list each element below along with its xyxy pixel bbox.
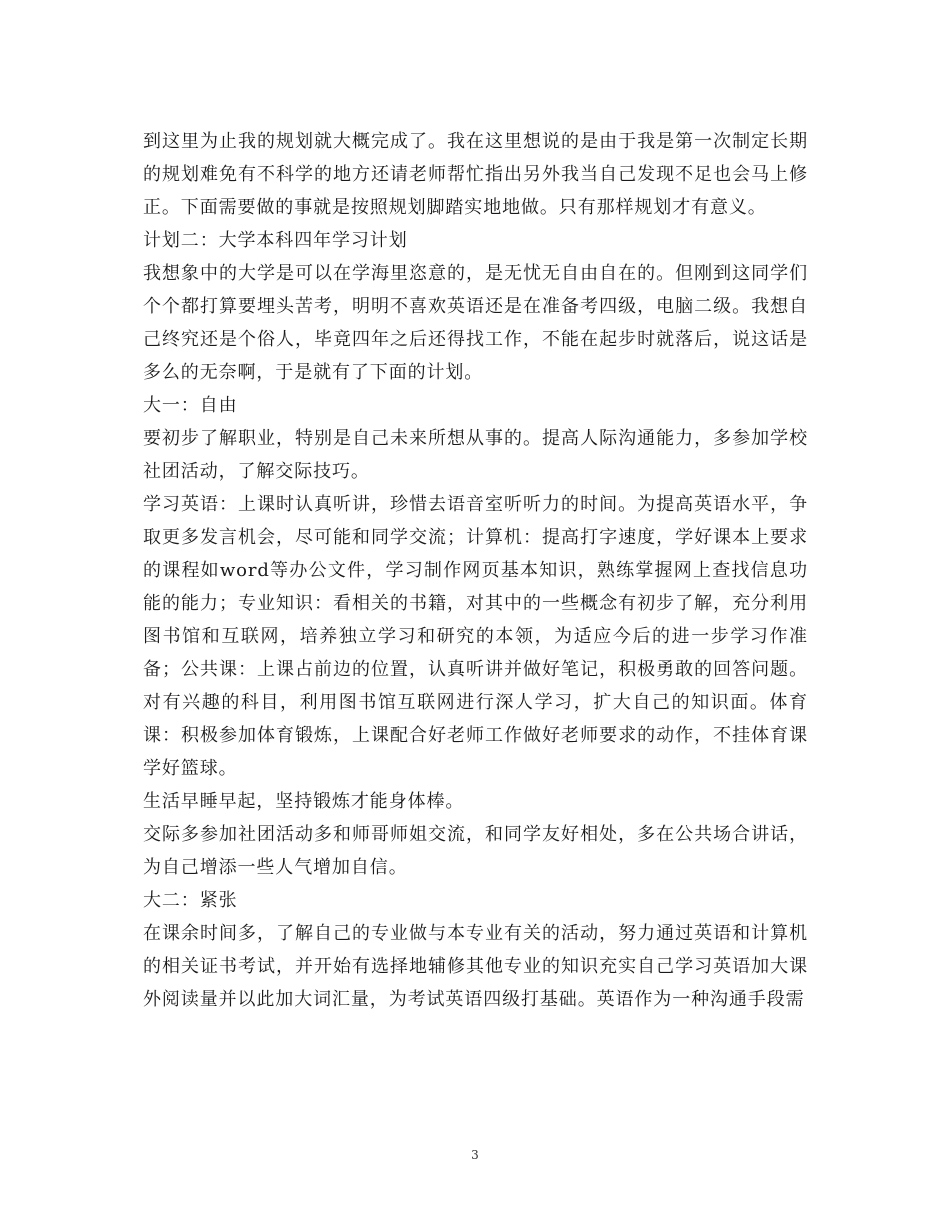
paragraph-sophomore-plan: 在课余时间多，了解自己的专业做与本专业有关的活动，努力通过英语和计算机的相关证书考试，并开始有选择地辅修其他专业的知识充实自己学习英语加大课外阅读量并以此加大词汇量，为考试英语四级打基础。英语作为一种沟通手段需 [143, 923, 808, 1010]
heading-freshman-year: 大一：自由 [143, 395, 238, 416]
page-number: 3 [471, 1148, 479, 1162]
heading-plan-two: 计划二：大学本科四年学习计划 [143, 230, 408, 251]
page-body [143, 125, 808, 1016]
paragraph-life: 生活早睡早起，坚持锻炼才能身体棒。 [143, 791, 465, 812]
paragraph-career: 要初步了解职业，特别是自己未来所想从事的。提高人际沟通能力，多参加学校社团活动，了解交际技巧。 [143, 428, 808, 482]
paragraph-study-plan: 学习英语：上课时认真听讲，珍惜去语音室听听力的时间。为提高英语水平，争取更多发言机会，尽可能和同学交流；计算机：提高打字速度，学好课本上要求的课程如word等办公文件，学习制作网页基本知识，熟练掌握网上查找信息功能的能力；专业知识：看相关的书籍，对其中的一些概念有初步了解，充分利用图书馆和互联网，培养独立学习和研究的本领，为适应今后的进一步学习作准备；公共课：上课占前边的位置，认真听讲并做好笔记，积极勇敢的回答问题。对有兴趣的科目，利用图书馆互联网进行深人学习，扩大自己的知识面。体育课：积极参加体育锻炼，上课配合好老师工作做好老师要求的动作，不挂体育课学好篮球。 [143, 494, 808, 779]
paragraph-social: 交际多参加社团活动多和师哥师姐交流，和同学友好相处，多在公共场合讲话，为自己增添一些人气增加自信。 [143, 824, 808, 878]
heading-sophomore-year: 大二：紧张 [143, 890, 238, 911]
paragraph-intro: 我想象中的大学是可以在学海里恣意的，是无忧无自由自在的。但刚到这同学们个个都打算要埋头苦考，明明不喜欢英语还是在准备考四级，电脑二级。我想自己终究还是个俗人，毕竟四年之后还得找工作，不能在起步时就落后，说这话是多么的无奈啊，于是就有了下面的计划。 [143, 263, 808, 383]
paragraph-summary: 到这里为止我的规划就大概完成了。我在这里想说的是由于我是第一次制定长期的规划难免有不科学的地方还请老师帮忙指出另外我当自己发现不足也会马上修正。下面需要做的事就是按照规划脚踏实地地做。只有那样规划才有意义。 [143, 131, 808, 218]
